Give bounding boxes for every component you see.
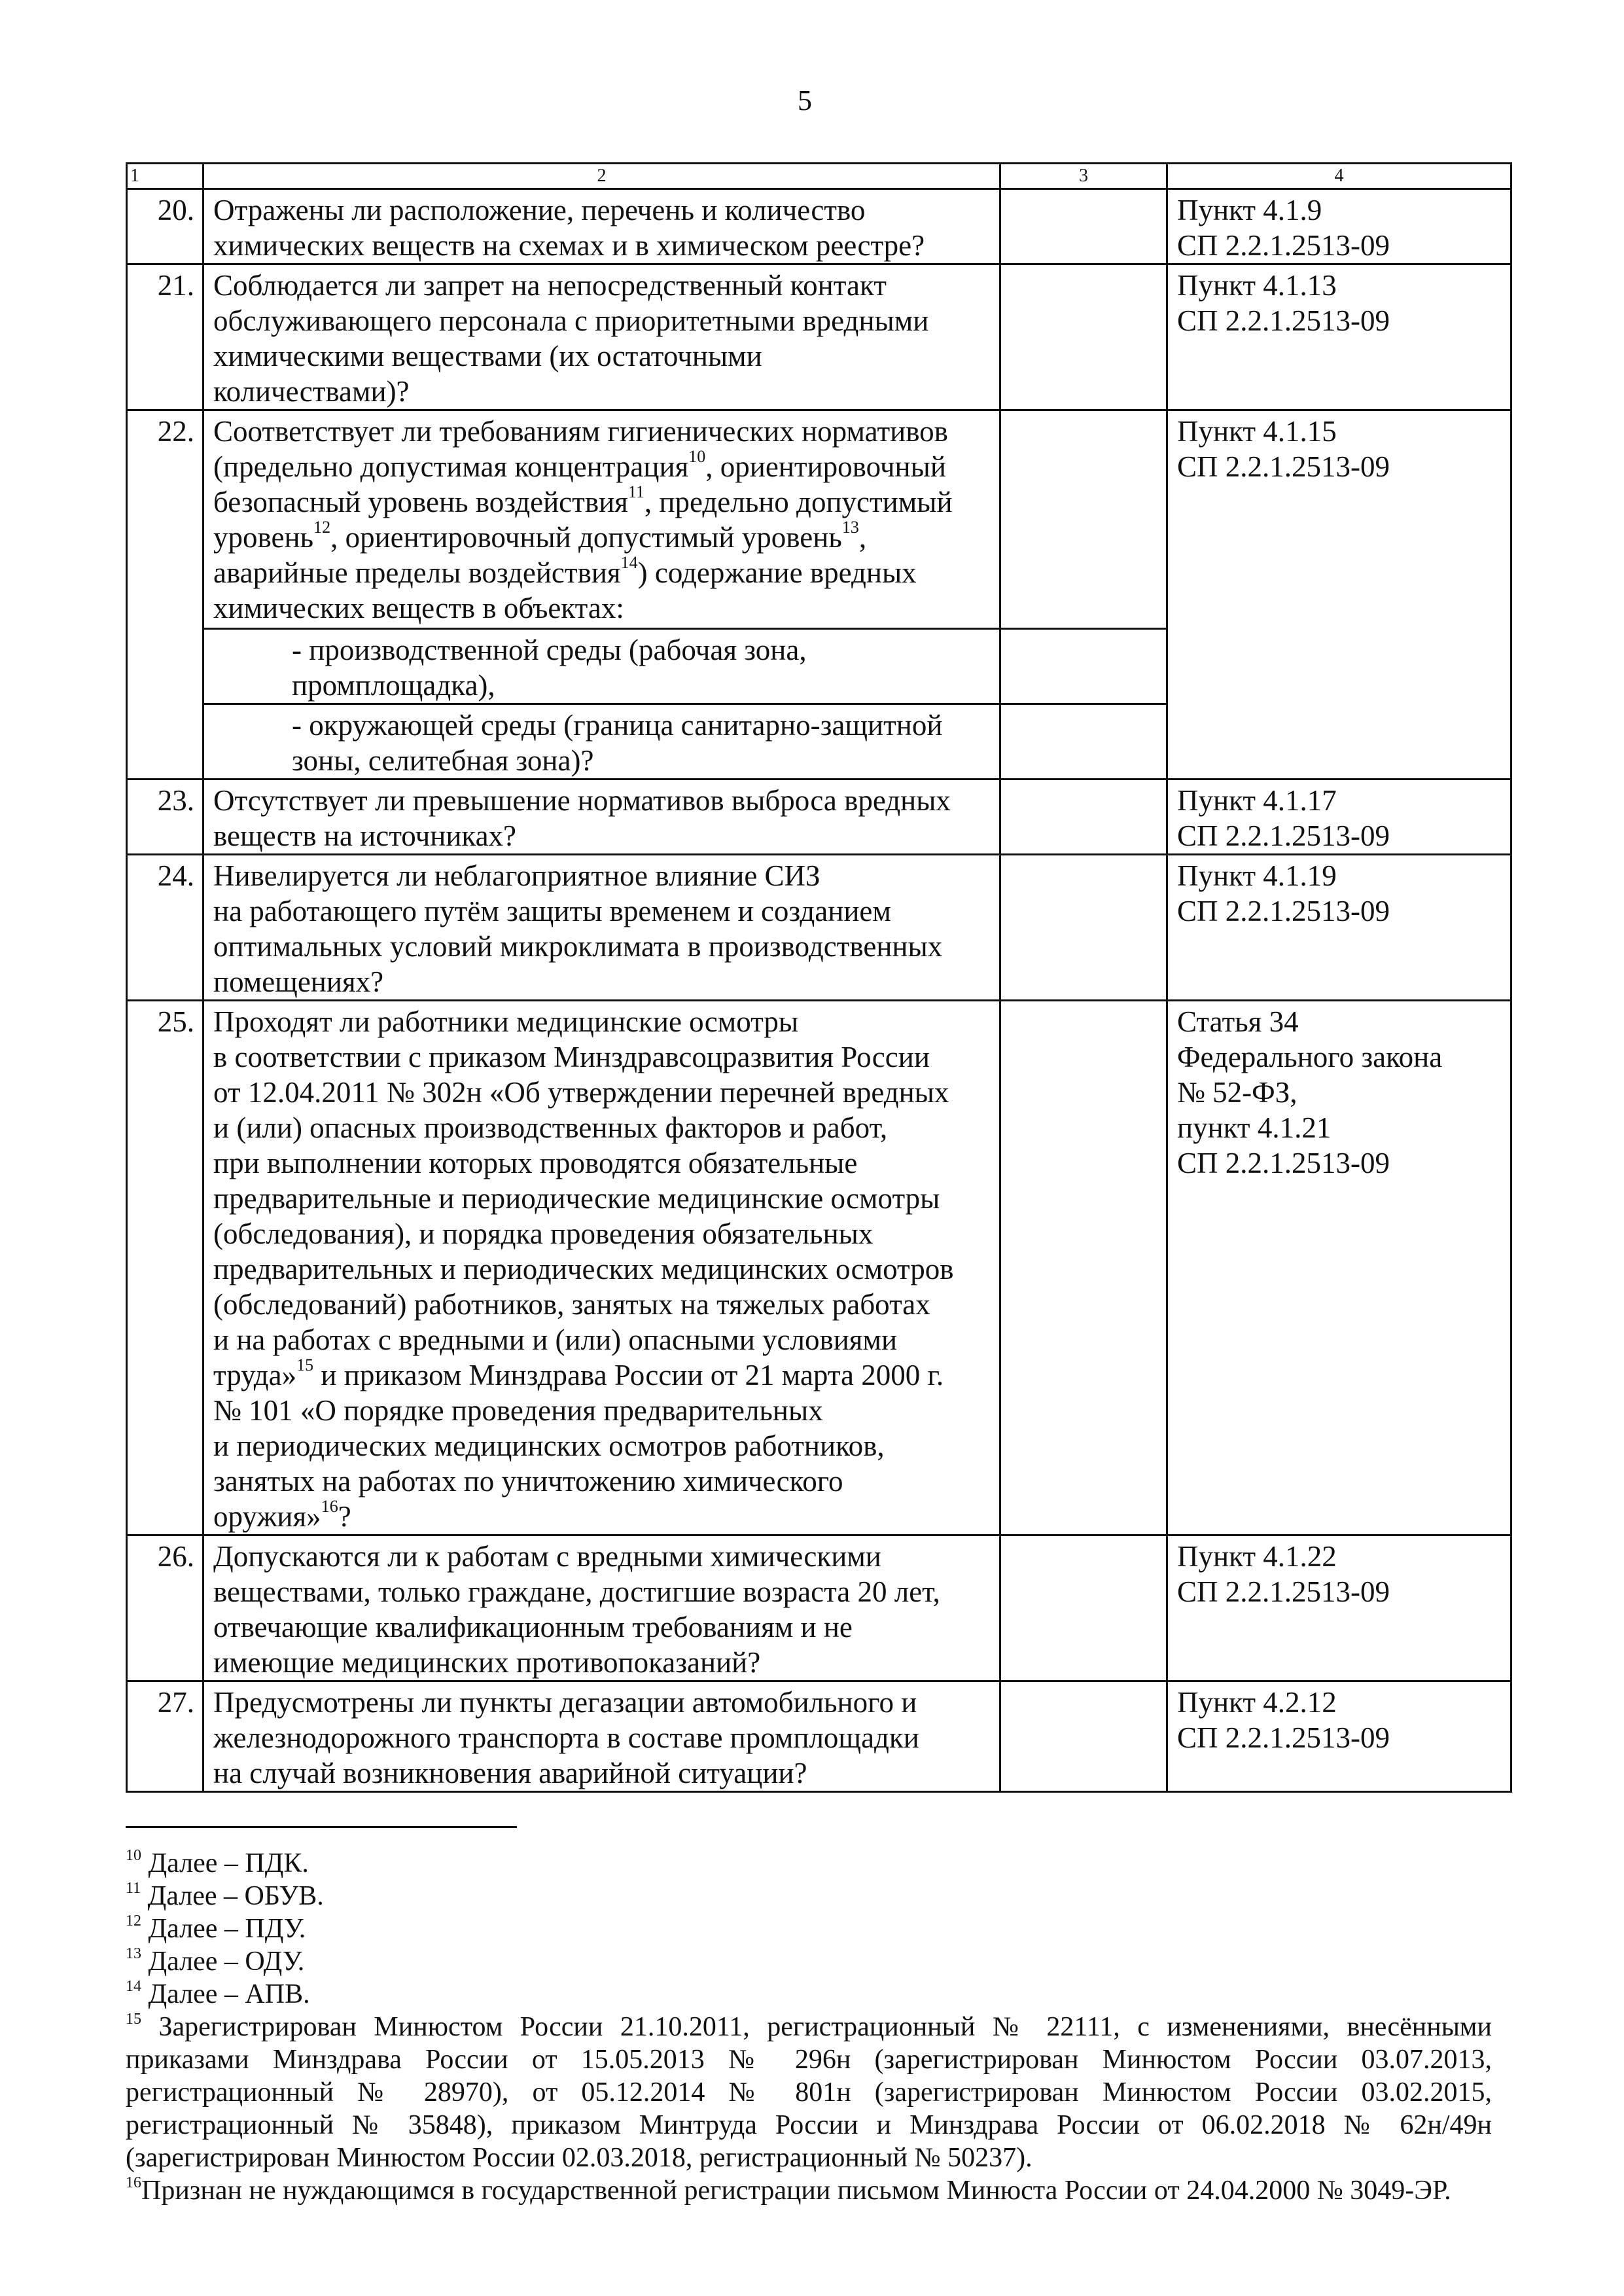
text-line <box>213 1720 990 1755</box>
line-text: Пункт 4.1.9 <box>1177 194 1322 226</box>
line-text: оптимальных условий микроклимата в производственных <box>213 930 943 963</box>
line-text: труда» <box>213 1359 297 1391</box>
footnote <box>126 1847 1492 1880</box>
footnote-text: регистрационный № 28970), от 05.12.2014 № 801н (зарегистрирован Минюстом России 03.02.2015, <box>126 2077 1492 2108</box>
text-line <box>213 374 990 409</box>
table-row <box>127 1535 1511 1681</box>
text-line <box>213 1645 990 1680</box>
text-line <box>213 303 990 338</box>
text-line <box>213 929 990 964</box>
line-text: , ориентировочный <box>705 450 946 483</box>
legal-reference <box>1167 410 1511 780</box>
line-text: Нивелируется ли неблагоприятное влияние СИЗ <box>213 859 821 892</box>
answer-cell[interactable] <box>1000 704 1167 780</box>
line-text: Отсутствует ли превышение нормативов выброса вредных <box>213 784 951 817</box>
text-line <box>1177 192 1501 228</box>
page-number: 5 <box>798 84 812 117</box>
footnote-mark: 15 <box>126 2011 141 2028</box>
line-text: , <box>858 521 867 554</box>
text-line <box>213 1004 990 1039</box>
line-text: № 101 «О порядке проведения предварительных <box>213 1394 823 1427</box>
footnote-mark: 16 <box>126 2174 141 2191</box>
text-line <box>213 414 990 449</box>
table-header-row <box>127 164 1511 189</box>
footnote-ref: 11 <box>627 482 644 501</box>
text-line <box>213 1251 990 1287</box>
footnote-line <box>126 2109 1492 2142</box>
text-line <box>1177 1574 1501 1609</box>
text-line <box>213 555 990 590</box>
footnote-ref: 13 <box>841 518 859 537</box>
row-number: 21. <box>127 264 203 410</box>
footnote-line <box>126 1912 1492 1945</box>
requirement-question <box>203 855 1000 1001</box>
line-text: СП 2.2.1.2513-09 <box>1177 1147 1390 1179</box>
footnote-text: регистрационный № 35848), приказом Минтруда России и Минздрава России от 06.02.2018 № 62н/49н <box>126 2110 1492 2140</box>
text-line <box>1177 1004 1501 1039</box>
line-text: аварийные пределы воздействия <box>213 556 621 589</box>
text-line <box>213 1609 990 1645</box>
line-text: и приказом Минздрава России от 21 марта 2000 г. <box>313 1359 944 1391</box>
footnote-text: Далее – АПВ. <box>148 1979 310 2009</box>
legal-reference <box>1167 1681 1511 1792</box>
footnote-line <box>126 1978 1492 2011</box>
checklist-table <box>126 162 1512 1793</box>
footnote-text: приказами Минздрава России от 15.05.2013 № 296н (зарегистрирован Минюстом России 03.07.2013, <box>126 2045 1492 2075</box>
line-text: Пункт 4.1.13 <box>1177 269 1337 302</box>
footnote-line <box>126 1847 1492 1880</box>
footnote-mark: 13 <box>126 1945 141 1962</box>
footnotes <box>126 1847 1492 2207</box>
row-number: 20. <box>127 189 203 264</box>
line-text: зоны, селитебная зона)? <box>292 744 594 777</box>
line-text: и периодических медицинских осмотров работников, <box>213 1429 885 1462</box>
text-line <box>1177 268 1501 303</box>
footnote-text: Далее – ОБУВ. <box>147 1881 324 1911</box>
footnote-line <box>126 2174 1492 2207</box>
line-text: от 12.04.2011 № 302н «Об утверждении перечней вредных <box>213 1076 949 1109</box>
line-text: безопасный уровень воздействия <box>213 486 628 518</box>
line-text: (обследований) работников, занятых на тяжелых работах <box>213 1288 930 1321</box>
text-line <box>213 520 990 555</box>
line-text: Отражены ли расположение, перечень и количество <box>213 194 866 226</box>
legal-reference <box>1167 780 1511 855</box>
row-number: 24. <box>127 855 203 1001</box>
row-number: 26. <box>127 1535 203 1681</box>
line-text: химическими веществами (их остаточными <box>213 340 762 372</box>
text-line <box>1177 1110 1501 1145</box>
text-line <box>213 268 990 303</box>
answer-cell[interactable] <box>1000 1001 1167 1535</box>
text-line <box>213 668 990 703</box>
text-line <box>1177 783 1501 818</box>
line-text: Федерального закона <box>1177 1041 1443 1073</box>
text-line <box>213 1075 990 1110</box>
text-line <box>213 783 990 818</box>
line-text: Пункт 4.1.15 <box>1177 415 1337 448</box>
footnote-mark: 11 <box>126 1880 141 1897</box>
line-text: оружия» <box>213 1500 321 1533</box>
column-header: 2 <box>203 164 1000 189</box>
line-text: Допускаются ли к работам с вредными химическими <box>213 1540 881 1573</box>
footnote-line <box>126 2043 1492 2076</box>
line-text: предварительные и периодические медицинские осмотры <box>213 1182 940 1215</box>
table-row <box>127 189 1511 264</box>
text-line <box>213 708 990 743</box>
answer-cell[interactable] <box>1000 780 1167 855</box>
text-line <box>213 1357 990 1393</box>
line-text: Соответствует ли требованиям гигиенических нормативов <box>213 415 948 448</box>
requirement-question <box>203 1001 1000 1535</box>
requirement-question <box>203 264 1000 410</box>
text-line <box>1177 1145 1501 1181</box>
line-text: (предельно допустимая концентрация <box>213 450 689 483</box>
line-text: при выполнении которых проводятся обязательные <box>213 1147 858 1179</box>
text-line <box>1177 818 1501 853</box>
table-row <box>127 264 1511 410</box>
text-line <box>213 1463 990 1499</box>
footnote <box>126 1912 1492 1945</box>
line-text: помещениях? <box>213 965 384 998</box>
text-line <box>213 1145 990 1181</box>
line-text: , ориентировочный допустимый уровень <box>330 521 842 554</box>
footnote-line <box>126 1945 1492 1978</box>
text-line <box>213 1428 990 1463</box>
line-text: количествами)? <box>213 375 410 408</box>
table-row <box>127 855 1511 1001</box>
footnote-ref: 16 <box>321 1497 338 1516</box>
table-row <box>127 410 1511 629</box>
line-text: Пункт 4.2.12 <box>1177 1686 1337 1719</box>
footnote-mark: 10 <box>126 1847 141 1864</box>
text-line <box>1177 858 1501 893</box>
footnote-text: Зарегистрирован Минюстом России 21.10.2011, регистрационный № 22111, с изменениями, внесёнными <box>158 2012 1492 2042</box>
text-line <box>213 743 990 778</box>
text-line <box>213 1685 990 1720</box>
text-line <box>213 1216 990 1251</box>
line-text: Соблюдается ли запрет на непосредственный контакт <box>213 269 887 302</box>
footnote-text: Далее – ПДК. <box>148 1848 309 1878</box>
line-text: СП 2.2.1.2513-09 <box>1177 895 1390 927</box>
line-text: Пункт 4.1.22 <box>1177 1540 1337 1573</box>
text-line <box>213 484 990 520</box>
line-text: - производственной среды (рабочая зона, <box>292 634 807 666</box>
line-text: Предусмотрены ли пункты дегазации автомобильного и <box>213 1686 917 1719</box>
text-line <box>213 1039 990 1075</box>
table-row <box>127 1001 1511 1535</box>
line-text: промплощадка), <box>292 669 495 702</box>
line-text: имеющие медицинских противопоказаний? <box>213 1646 761 1679</box>
footnote-ref: 10 <box>688 447 706 466</box>
text-line <box>1177 449 1501 484</box>
text-line <box>213 858 990 893</box>
footnote-ref: 15 <box>296 1355 314 1374</box>
footnote <box>126 1978 1492 2011</box>
line-text: отвечающие квалификационным требованиям и не <box>213 1611 853 1643</box>
text-line <box>213 1539 990 1574</box>
answer-cell[interactable] <box>1000 410 1167 629</box>
text-line <box>1177 1539 1501 1574</box>
line-text: СП 2.2.1.2513-09 <box>1177 1721 1390 1754</box>
sub-requirement <box>203 704 1000 780</box>
line-text: , предельно допустимый <box>644 486 953 518</box>
text-line <box>213 1393 990 1428</box>
text-line <box>213 338 990 374</box>
footnote-ref: 14 <box>620 553 638 572</box>
row-number: 23. <box>127 780 203 855</box>
footnote-text: Признан не нуждающимся в государственной регистрации письмом Минюста России от 24.04.2000 № 3049-ЭР. <box>141 2176 1451 2206</box>
line-text: СП 2.2.1.2513-09 <box>1177 819 1390 852</box>
row-number: 22. <box>127 410 203 780</box>
text-line <box>213 449 990 484</box>
line-text: - окружающей среды (граница санитарно-защитной <box>292 709 943 742</box>
line-text: ? <box>338 1500 351 1533</box>
answer-cell[interactable] <box>1000 855 1167 1001</box>
answer-cell[interactable] <box>1000 189 1167 264</box>
line-text: (обследования), и порядка проведения обязательных <box>213 1217 874 1250</box>
text-line <box>213 964 990 999</box>
text-line <box>213 192 990 228</box>
text-line <box>213 1755 990 1791</box>
line-text: и (или) опасных производственных факторов и работ, <box>213 1111 888 1144</box>
line-text: пункт 4.1.21 <box>1177 1111 1332 1144</box>
legal-reference <box>1167 855 1511 1001</box>
footnote-mark: 14 <box>126 1978 141 1995</box>
footnote-line <box>126 2076 1492 2109</box>
line-text: № 52-ФЗ, <box>1177 1076 1297 1109</box>
column-header: 4 <box>1167 164 1511 189</box>
line-text: Статья 34 <box>1177 1005 1299 1038</box>
footnote-text: Далее – ПДУ. <box>148 1914 306 1944</box>
footnote <box>126 2011 1492 2174</box>
footnote-separator <box>126 1826 517 1828</box>
legal-reference <box>1167 264 1511 410</box>
row-number: 27. <box>127 1681 203 1792</box>
footnote-line <box>126 2011 1492 2043</box>
text-line <box>213 1110 990 1145</box>
line-text: ) содержание вредных <box>637 556 917 589</box>
text-line <box>213 818 990 853</box>
footnote <box>126 1945 1492 1978</box>
legal-reference <box>1167 1535 1511 1681</box>
line-text: СП 2.2.1.2513-09 <box>1177 304 1390 337</box>
line-text: СП 2.2.1.2513-09 <box>1177 450 1390 483</box>
legal-reference <box>1167 189 1511 264</box>
line-text: Пункт 4.1.19 <box>1177 859 1337 892</box>
text-line <box>1177 1685 1501 1720</box>
footnote-line <box>126 2142 1492 2174</box>
footnote-text: (зарегистрирован Минюстом России 02.03.2018, регистрационный № 50237). <box>126 2143 1033 2173</box>
text-line <box>213 1287 990 1322</box>
line-text: уровень <box>213 521 314 554</box>
line-text: на работающего путём защиты временем и созданием <box>213 895 891 927</box>
text-line <box>1177 414 1501 449</box>
text-line <box>1177 1075 1501 1110</box>
text-line <box>213 1181 990 1216</box>
text-line <box>1177 893 1501 929</box>
text-line <box>213 1499 990 1534</box>
column-header: 1 <box>127 164 203 189</box>
line-text: железнодорожного транспорта в составе промплощадки <box>213 1721 919 1754</box>
line-text: СП 2.2.1.2513-09 <box>1177 229 1390 262</box>
text-line <box>213 590 990 626</box>
text-line <box>213 1322 990 1357</box>
line-text: химических веществ на схемах и в химическом реестре? <box>213 229 925 262</box>
table-row <box>127 780 1511 855</box>
text-line <box>213 893 990 929</box>
requirement-question <box>203 1681 1000 1792</box>
line-text: химических веществ в объектах: <box>213 592 624 624</box>
line-text: Пункт 4.1.17 <box>1177 784 1337 817</box>
table-row <box>127 1681 1511 1792</box>
line-text: предварительных и периодических медицинских осмотров <box>213 1253 954 1285</box>
requirement-question <box>203 189 1000 264</box>
line-text: веществ на источниках? <box>213 819 517 852</box>
text-line <box>213 228 990 263</box>
footnote-line <box>126 1880 1492 1912</box>
answer-cell[interactable] <box>1000 264 1167 410</box>
line-text: веществами, только граждане, достигшие возраста 20 лет, <box>213 1575 940 1608</box>
footnote-mark: 12 <box>126 1912 141 1929</box>
requirement-question <box>203 780 1000 855</box>
footnote-text: Далее – ОДУ. <box>148 1946 305 1977</box>
line-text: обслуживающего персонала с приоритетными вредными <box>213 304 929 337</box>
answer-cell[interactable] <box>1000 1535 1167 1681</box>
legal-reference <box>1167 1001 1511 1535</box>
text-line <box>1177 1039 1501 1075</box>
requirement-question <box>203 1535 1000 1681</box>
line-text: в соответствии с приказом Минздравсоцразвития России <box>213 1041 930 1073</box>
text-line <box>1177 303 1501 338</box>
line-text: занятых на работах по уничтожению химического <box>213 1465 843 1498</box>
column-header: 3 <box>1000 164 1167 189</box>
answer-cell[interactable] <box>1000 629 1167 704</box>
text-line <box>213 1574 990 1609</box>
footnote <box>126 2174 1492 2207</box>
footnote <box>126 1880 1492 1912</box>
text-line <box>213 632 990 668</box>
line-text: СП 2.2.1.2513-09 <box>1177 1575 1390 1608</box>
line-text: на случай возникновения аварийной ситуации? <box>213 1757 807 1789</box>
requirement-question <box>203 410 1000 629</box>
line-text: и на работах с вредными и (или) опасными условиями <box>213 1323 898 1356</box>
footnote-ref: 12 <box>313 518 331 537</box>
line-text: Проходят ли работники медицинские осмотры <box>213 1005 799 1038</box>
row-number: 25. <box>127 1001 203 1535</box>
text-line <box>1177 228 1501 263</box>
sub-requirement <box>203 629 1000 704</box>
answer-cell[interactable] <box>1000 1681 1167 1792</box>
text-line <box>1177 1720 1501 1755</box>
